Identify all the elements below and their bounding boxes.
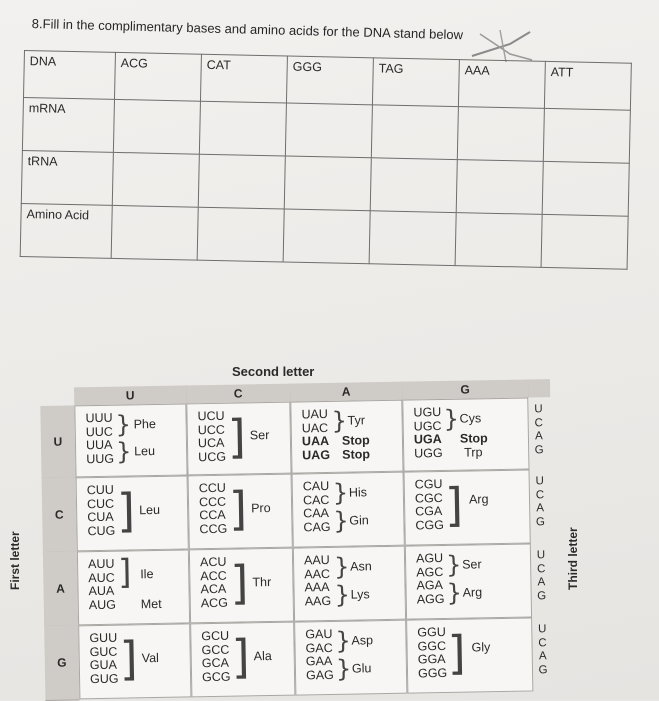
third-letter-group: [532, 623, 553, 677]
dna-label: DNA: [24, 51, 116, 100]
blank-cell[interactable]: [111, 205, 198, 260]
third-letter-group: [530, 475, 551, 529]
amino-acid: Leu: [139, 502, 161, 518]
amino-acid: Trp: [464, 445, 483, 460]
brace-icon: }: [334, 580, 351, 609]
first-letter-axis-label: First letter: [8, 531, 22, 590]
blank-cell[interactable]: [543, 108, 630, 163]
codon: AUG: [88, 597, 117, 612]
amino-acid: Cys: [459, 411, 482, 426]
brace-icon: ]: [117, 552, 132, 593]
third-letter: A: [537, 576, 546, 589]
third-letter: U: [535, 475, 544, 488]
blank-cell[interactable]: [197, 207, 284, 262]
cell-gc: [190, 622, 295, 698]
cell-ag: [405, 543, 532, 619]
third-letter: A: [536, 502, 545, 515]
blank-cell[interactable]: [112, 152, 199, 207]
brace-icon: ]: [229, 555, 249, 610]
blank-cell[interactable]: [542, 161, 629, 216]
cell-uc: [186, 402, 291, 476]
codon: CCC: [198, 494, 227, 509]
blank-cell[interactable]: [199, 101, 286, 156]
third-letter: C: [535, 488, 545, 501]
codon: CUC: [86, 496, 115, 511]
codon: UCU: [197, 408, 225, 424]
cell-ac: [189, 548, 294, 624]
blank-cell[interactable]: [456, 160, 543, 215]
codon: CAA: [303, 505, 330, 521]
third-letter: C: [536, 562, 546, 575]
cell-cg: [404, 469, 531, 545]
codon: UCC: [197, 422, 225, 437]
codon: UUC: [85, 424, 113, 439]
amino-acid: Ile: [140, 567, 154, 582]
mrna-label: mRNA: [22, 98, 114, 153]
codon: CCU: [198, 480, 226, 496]
codon: UGG: [414, 445, 443, 460]
codon: UUG: [86, 451, 115, 466]
third-letter-group: [531, 549, 552, 603]
second-letter-g: G: [402, 379, 529, 399]
codon: GAC: [305, 640, 333, 655]
blank-cell[interactable]: [541, 214, 628, 269]
amino-acid: Thr: [252, 574, 272, 590]
brace-icon: ]: [227, 409, 247, 464]
brace-icon: ]: [228, 481, 248, 536]
amino-acid: Lys: [350, 587, 370, 602]
codon: CCA: [199, 507, 226, 523]
codon: UGC: [413, 418, 442, 433]
stop-label: Stop: [342, 447, 371, 462]
blank-cell[interactable]: [284, 156, 371, 211]
blank-cell[interactable]: [370, 158, 457, 213]
codon: GUC: [89, 644, 118, 659]
third-letter: U: [538, 623, 547, 636]
codon: GCA: [201, 655, 230, 671]
cell-cc: [188, 474, 293, 550]
amino-acid: Ala: [253, 648, 272, 664]
trna-label: tRNA: [21, 150, 113, 205]
codon: UAC: [301, 420, 329, 435]
first-letter-a: A: [43, 551, 78, 627]
brace-icon: }: [332, 478, 349, 507]
brace-icon: }: [445, 550, 462, 579]
amino-acid: Tyr: [347, 413, 366, 428]
dna-codon-2: CAT: [200, 54, 287, 103]
brace-icon: ]: [116, 483, 136, 538]
first-letter-c: C: [42, 477, 77, 553]
codon: UCG: [198, 449, 227, 464]
codon: AUC: [88, 570, 115, 585]
cell-gu: [78, 623, 191, 699]
blank-cell[interactable]: [198, 154, 285, 209]
third-letter: U: [536, 549, 546, 562]
third-letter: C: [538, 636, 547, 649]
codon: GCC: [201, 642, 230, 657]
amino-acid: Gin: [349, 513, 369, 528]
codon: UGA: [413, 431, 442, 447]
codon: GGC: [417, 638, 447, 653]
codon: GAA: [305, 653, 333, 669]
codon: GCU: [201, 628, 230, 644]
third-letter: G: [534, 443, 544, 456]
codon: CAG: [303, 519, 331, 534]
codon: GGU: [417, 624, 446, 640]
codon: AUU: [87, 556, 115, 572]
third-letter: C: [534, 416, 543, 429]
amino-acid: Gly: [471, 640, 491, 655]
codon: CGG: [415, 517, 445, 532]
amino-acid-row: [20, 203, 628, 269]
brace-icon: }: [333, 506, 349, 535]
amino-acid-label: Amino Acid: [20, 203, 112, 258]
third-letter: G: [538, 663, 548, 676]
codon: UAA: [301, 433, 330, 449]
brace-icon: }: [331, 406, 348, 435]
brace-icon: ]: [231, 629, 251, 684]
amino-acid: Met: [140, 596, 162, 612]
codon: UAG: [302, 447, 331, 462]
codon: CGA: [415, 503, 443, 519]
cell-uu: [74, 403, 187, 477]
codon: GCG: [201, 669, 231, 684]
amino-acid: Asn: [350, 559, 372, 574]
cell-cu: [76, 475, 189, 551]
codon: UUA: [85, 437, 113, 453]
blank-cell[interactable]: [283, 209, 370, 264]
third-letter: A: [538, 650, 547, 663]
codon-chart: [40, 379, 559, 700]
second-letter-a: A: [290, 382, 403, 402]
codon: UUU: [85, 410, 113, 426]
brace-icon: }: [333, 552, 350, 581]
second-letter-title: Second letter: [232, 364, 315, 379]
third-letter-axis-label: Third letter: [566, 527, 580, 590]
third-letter: U: [534, 403, 543, 416]
codon: GUA: [89, 657, 118, 673]
codon: ACU: [199, 554, 227, 570]
brace-icon: }: [335, 626, 351, 655]
amino-acid: Phe: [133, 416, 157, 432]
blank-cell[interactable]: [369, 211, 456, 266]
brace-icon: ]: [447, 625, 467, 680]
cell-ua: [290, 400, 403, 474]
blank-cell[interactable]: [113, 99, 200, 154]
amino-acid: Arg: [462, 585, 483, 600]
dna-codon-3: GGG: [286, 56, 373, 105]
amino-acid: His: [348, 485, 368, 500]
codon: AGG: [416, 591, 445, 606]
amino-acid: Asp: [351, 633, 374, 648]
codon: UCA: [197, 435, 225, 451]
blank-cell[interactable]: [455, 213, 542, 268]
blank-cell[interactable]: [457, 107, 544, 162]
amino-acid: Pro: [251, 500, 271, 516]
codon: CCG: [199, 521, 228, 536]
codon: ACG: [200, 595, 228, 610]
codon: CAC: [302, 492, 330, 507]
codon: GUU: [89, 630, 118, 646]
first-letter-u: U: [40, 405, 75, 479]
blank-cell[interactable]: [285, 103, 372, 158]
cell-gg: [406, 617, 533, 693]
codon: AGC: [416, 564, 444, 579]
third-letter: G: [537, 589, 547, 602]
brace-icon: ]: [119, 631, 139, 686]
cell-ug: [402, 397, 529, 471]
codon: AAA: [304, 579, 330, 595]
brace-icon: }: [115, 437, 132, 466]
cell-ca: [292, 472, 405, 548]
question-text: 8.Fill in the complimentary bases and amino acids for the DNA stand below: [31, 16, 464, 43]
cell-ga: [294, 620, 407, 696]
codon: UGU: [413, 405, 442, 420]
third-letter-column: [528, 397, 553, 691]
third-letter-group: [528, 403, 549, 457]
dna-codon-6: ATT: [544, 61, 631, 110]
brace-icon: }: [443, 404, 460, 433]
second-letter-u: U: [74, 385, 187, 405]
codon: CUU: [86, 482, 115, 498]
fill-in-table: [20, 50, 632, 270]
codon: AAU: [303, 552, 330, 568]
codon: CUG: [87, 523, 116, 538]
brace-icon: }: [446, 578, 463, 607]
amino-acid: Glu: [351, 661, 372, 676]
dna-codon-1: ACG: [114, 52, 201, 101]
dna-codon-5: AAA: [458, 60, 545, 109]
cell-au: [77, 549, 190, 625]
codon: GAU: [305, 626, 333, 642]
third-letter: G: [535, 515, 545, 528]
codon: ACC: [200, 568, 227, 583]
corner-cell: [528, 379, 550, 397]
codon: GUG: [89, 671, 119, 686]
amino-acid: Leu: [133, 444, 156, 459]
codon: GGA: [417, 651, 446, 667]
codon: GAG: [305, 667, 334, 682]
blank-cell[interactable]: [371, 105, 458, 160]
codon: UAU: [301, 406, 329, 422]
amino-acid: Arg: [468, 492, 489, 507]
amino-acid: Val: [141, 650, 159, 666]
codon: AUA: [88, 583, 115, 599]
codon: GGG: [417, 665, 448, 680]
codon: AGA: [416, 577, 444, 593]
stop-label: Stop: [459, 431, 488, 446]
first-letter-g: G: [44, 625, 79, 701]
codon: AAG: [304, 593, 332, 608]
codon: CUA: [87, 509, 114, 525]
codon: CAU: [302, 478, 330, 494]
codon: AGU: [415, 550, 444, 566]
codon: CGU: [414, 476, 443, 492]
stop-label: Stop: [341, 433, 370, 448]
amino-acid: Ser: [462, 557, 482, 572]
brace-icon: }: [115, 410, 132, 439]
dna-codon-4: TAG: [372, 58, 459, 107]
second-letter-c: C: [186, 384, 291, 404]
brace-icon: }: [335, 654, 352, 683]
codon: CGC: [414, 490, 443, 505]
third-letter: A: [534, 430, 543, 443]
brace-icon: ]: [444, 477, 464, 532]
amino-acid: Ser: [249, 428, 270, 443]
cell-aa: [293, 546, 406, 622]
codon: AAC: [304, 566, 331, 581]
codon: ACA: [200, 581, 227, 597]
